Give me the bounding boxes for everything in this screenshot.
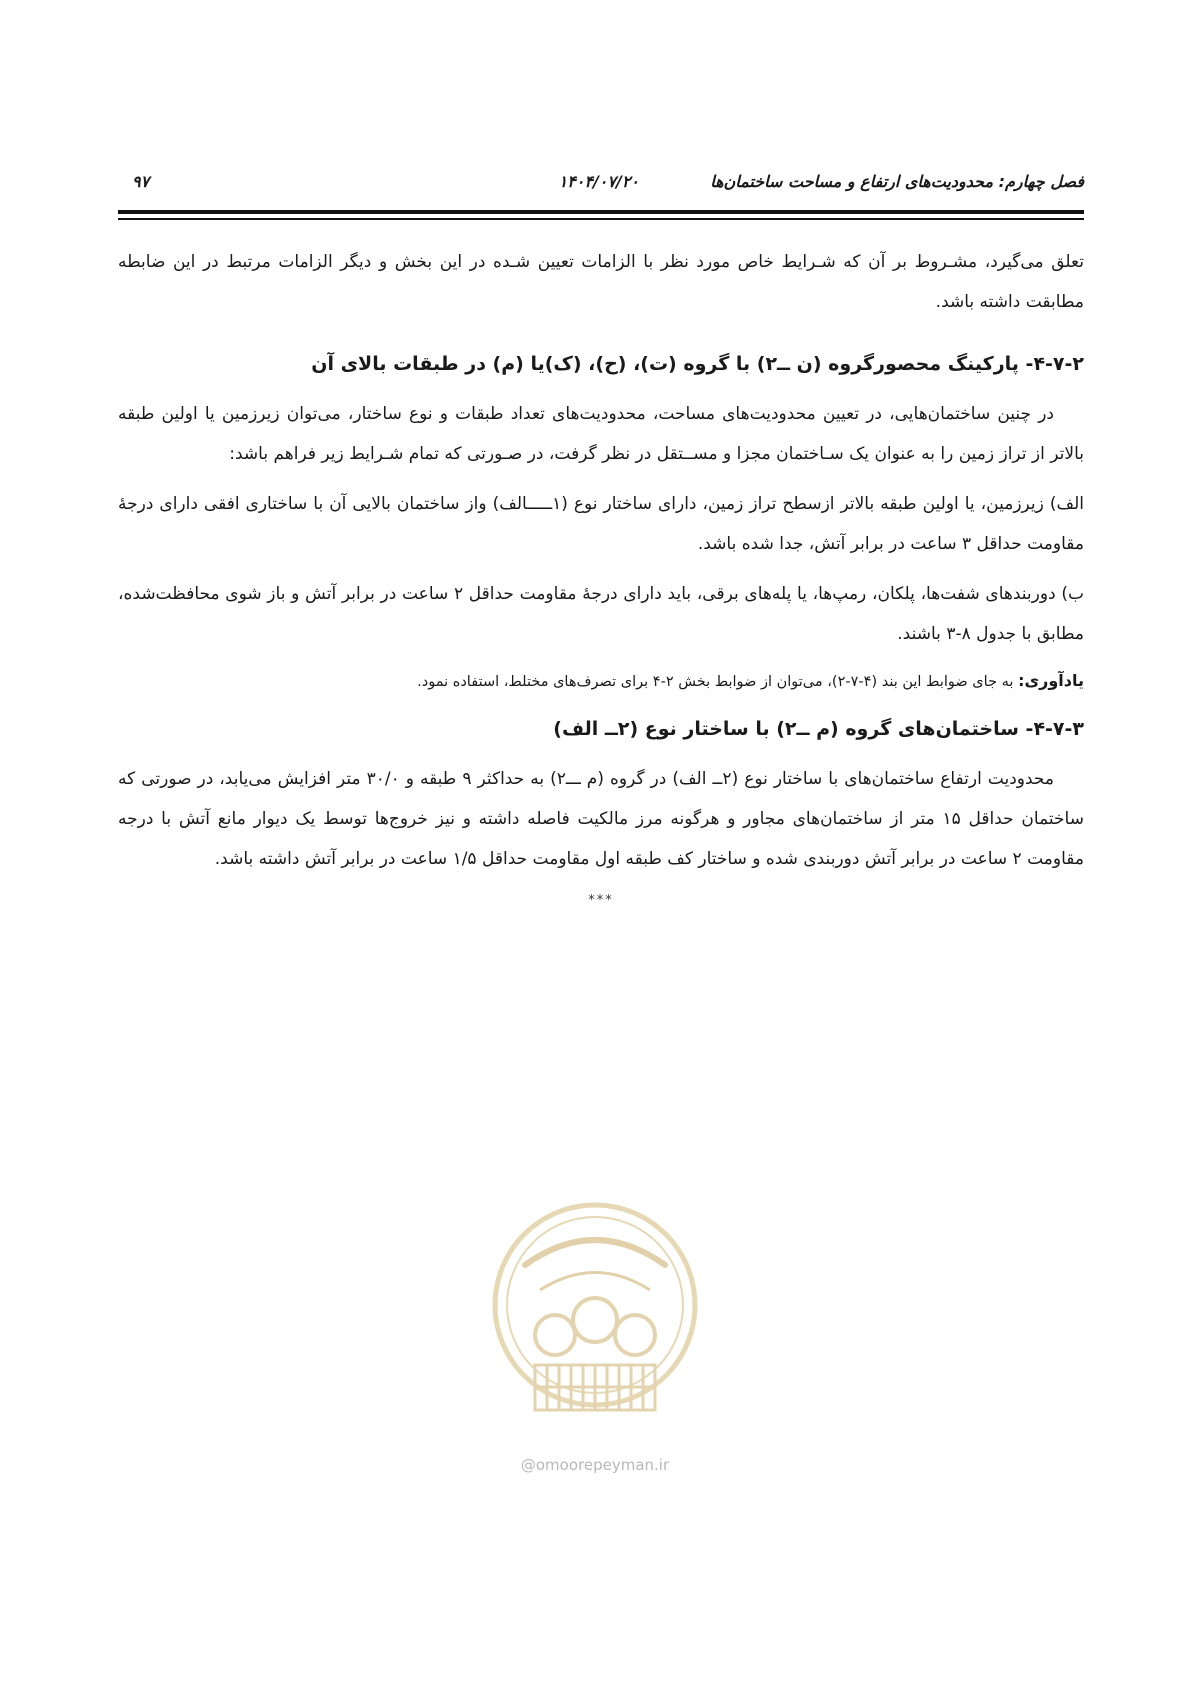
note-paragraph [118,664,1084,699]
section-4-7-3-paragraph: محدودیت ارتفاع ساختمان‌های با ساختار نوع (۲ــ الف) در گروه (م ـــ۲) به حداکثر ۹ طبقه و ۳۰/۰ متر افزایش می‌یابد، در صورتی که ساختمان حداقل ۱۵ متر از ساختمان‌های مجاور و هرگونه مرز مالکیت فاصله داشته و نیز خروج‌ها توسط یک دیوار مانع آتش با درجه مقاومت ۲ ساعت در برابر آتش دوربندی شده و ساختار کف طبقه اول مقاومت حداقل ۱/۵ ساعت در برابر آتش داشته باشد. [118,769,1084,869]
page-content [118,242,1084,908]
section-4-7-2-paragraph: در چنین ساختمان‌هایی، در تعیین محدودیت‌های مساحت، محدودیت‌های تعداد طبقات و نوع ساختار، می‌توان زیرزمین یا اولین طبقه بالاتر از تراز زمین را به عنوان یک سـاختمان مجزا و مســتقل در نظر گرفت، در صـورتی که تمام شـرایط زیر فراهم باشد: [118,404,1084,464]
note-label: یادآوری: [1018,671,1084,690]
intro-paragraph: تعلق می‌گیرد، مشـروط بر آن که شـرایط خاص مورد نظر با الزامات تعیین شـده در این بخش و دیگر الزامات مرتبط در این ضابطه مطابقت داشته باشد. [118,252,1084,312]
header-rule-thin [118,218,1084,220]
page-number: ۹۷ [132,172,150,191]
omoore-peyman-seal-logo-icon [485,1195,705,1445]
list-item-be: ب) دوربندهای شفت‌ها، پلکان، رمپ‌ها، یا پله‌های برقی، باید دارای درجهٔ مقاومت حداقل ۲ ساعت در برابر آتش و باز شوی محافظت‌شده، مطابق با جدول ۸-۳ باشند. [118,584,1084,644]
section-heading-4-7-3: ۴-۷-۳- ساختمان‌های گروه (م ــ۲) با ساختار نوع (۲ــ الف) [553,718,1084,740]
watermark-url: @omoorepeyman.ir [520,1456,670,1474]
page-header [118,172,1084,202]
list-item-alef: الف) زیرزمین، یا اولین طبقه بالاتر ازسطح تراز زمین، دارای ساختار نوع (۱ـــــالف) واز ساختمان بالایی آن با ساختاری افقی دارای درجهٔ مقاومت حداقل ۳ ساعت در برابر آتش، جدا شده باشد. [118,494,1084,554]
chapter-title: فصل چهارم: محدودیت‌های ارتفاع و مساحت ساختمان‌ها [710,172,1084,191]
header-rule-thick [118,210,1084,214]
note-text: به جای ضوابط این بند (۴-۷-۲)، می‌توان از ضوابط بخش ۲-۴ برای تصرف‌های مختلط، استفاده نمود. [417,674,1019,690]
section-heading-4-7-2: ۴-۷-۲- پارکینگ محصورگروه (ن ــ۲) با گروه (ت)، (ح)، (ک)یا (م) در طبقات بالای آن [311,353,1084,375]
end-mark: *** [588,893,614,908]
header-date: ۱۴۰۴/۰۷/۲۰ [558,172,639,191]
